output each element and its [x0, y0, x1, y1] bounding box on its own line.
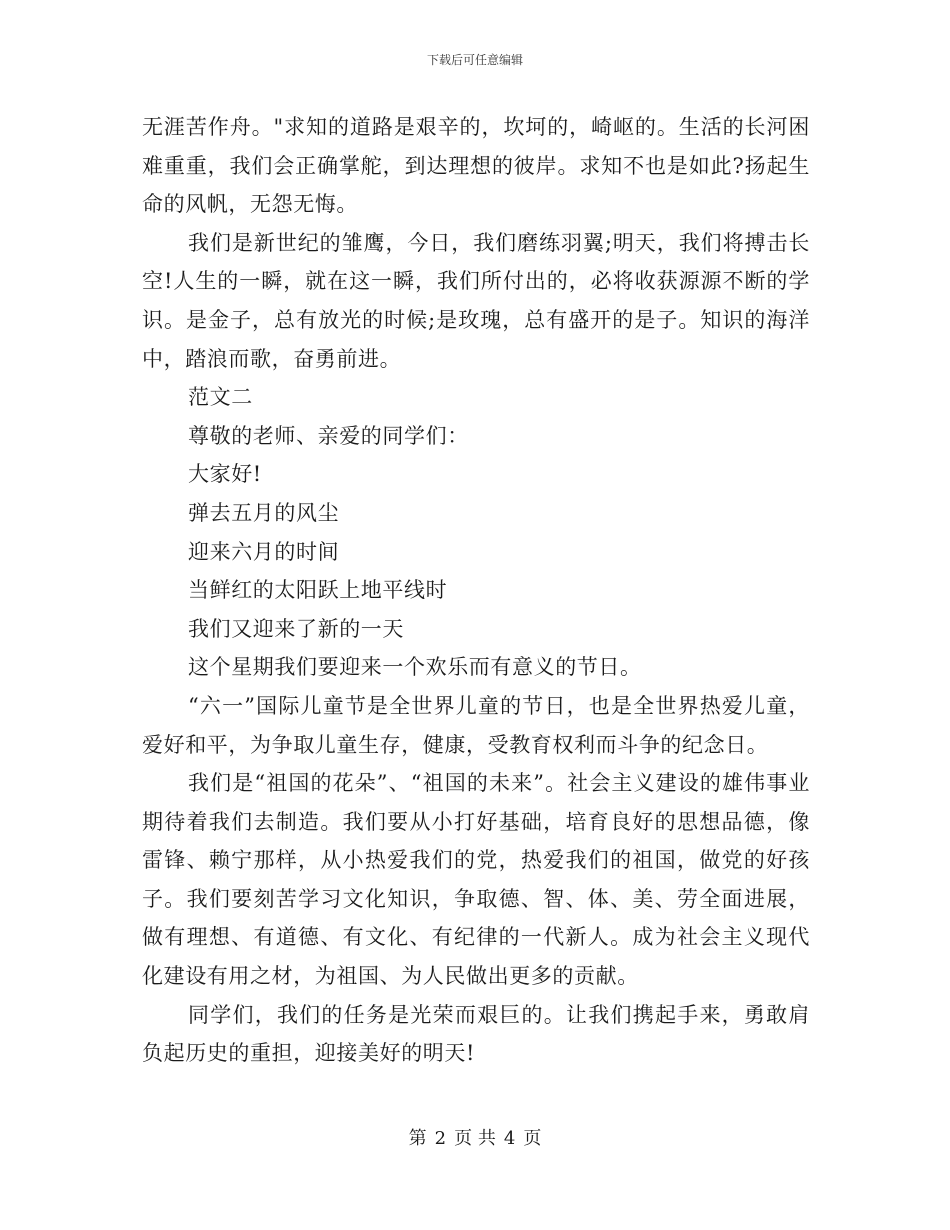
verse-line: 我们又迎来了新的一天 [188, 616, 404, 641]
paragraph-future: 我们是“祖国的花朵”、“祖国的未来”。社会主义建设的雄伟事业期待着我们去制造。我们要从小打好基础，培育良好的思想品德，像雷锋、赖宁那样，从小热爱我们的党，热爱我们的祖国，做党的好孩子。我们要刻苦学习文化知识，争取德、智、体、美、劳全面进展，做有理想、有道德、有文化、有纪律的一代新人。成为社会主义现代化建设有用之材，为祖国、为人民做出更多的贡献。 [142, 771, 810, 989]
document-body [142, 108, 810, 1073]
verse-line: 迎来六月的时间 [188, 539, 340, 564]
paragraph-eagle: 我们是新世纪的雏鹰，今日，我们磨练羽翼;明天，我们将搏击长空!人生的一瞬，就在这一瞬，我们所付出的，必将收获源源不断的学识。是金子，总有放光的时候;是玫瑰，总有盛开的是子。知识的海洋中，踏浪而歌，奋勇前进。 [142, 230, 810, 371]
greeting: 大家好! [188, 462, 262, 487]
footer-suffix: 页 [523, 1128, 542, 1149]
paragraph-festival-intro: 这个星期我们要迎来一个欢乐而有意义的节日。 [188, 655, 642, 680]
paragraph-continuation: 无涯苦作舟。"求知的道路是艰辛的，坎坷的，崎岖的。生活的长河困难重重，我们会正确掌舵，到达理想的彼岸。求知不也是如此?扬起生命的风帆，无怨无悔。 [142, 115, 810, 217]
section-title: 范文二 [188, 385, 253, 410]
page-header-note: 下载后可任意编辑 [426, 53, 523, 67]
footer-total-pages: 4 [503, 1128, 516, 1149]
footer-prefix: 第 [408, 1128, 427, 1149]
paragraph-closing: 同学们，我们的任务是光荣而艰巨的。让我们携起手来，勇敢肩负起历史的重担，迎接美好的明天! [142, 1002, 810, 1066]
salutation: 尊敬的老师、亲爱的同学们： [188, 423, 469, 448]
verse-line: 弹去五月的风尘 [188, 500, 340, 525]
page-number-footer [0, 1127, 950, 1151]
verse-line: 当鲜红的太阳跃上地平线时 [188, 578, 448, 603]
paragraph-childrens-day: “六一”国际儿童节是全世界儿童的节日，也是全世界热爱儿童，爱好和平，为争取儿童生存，健康，受教育权利而斗争的纪念日。 [142, 693, 810, 757]
footer-middle: 页 共 [454, 1128, 496, 1149]
footer-current-page: 2 [434, 1128, 447, 1149]
